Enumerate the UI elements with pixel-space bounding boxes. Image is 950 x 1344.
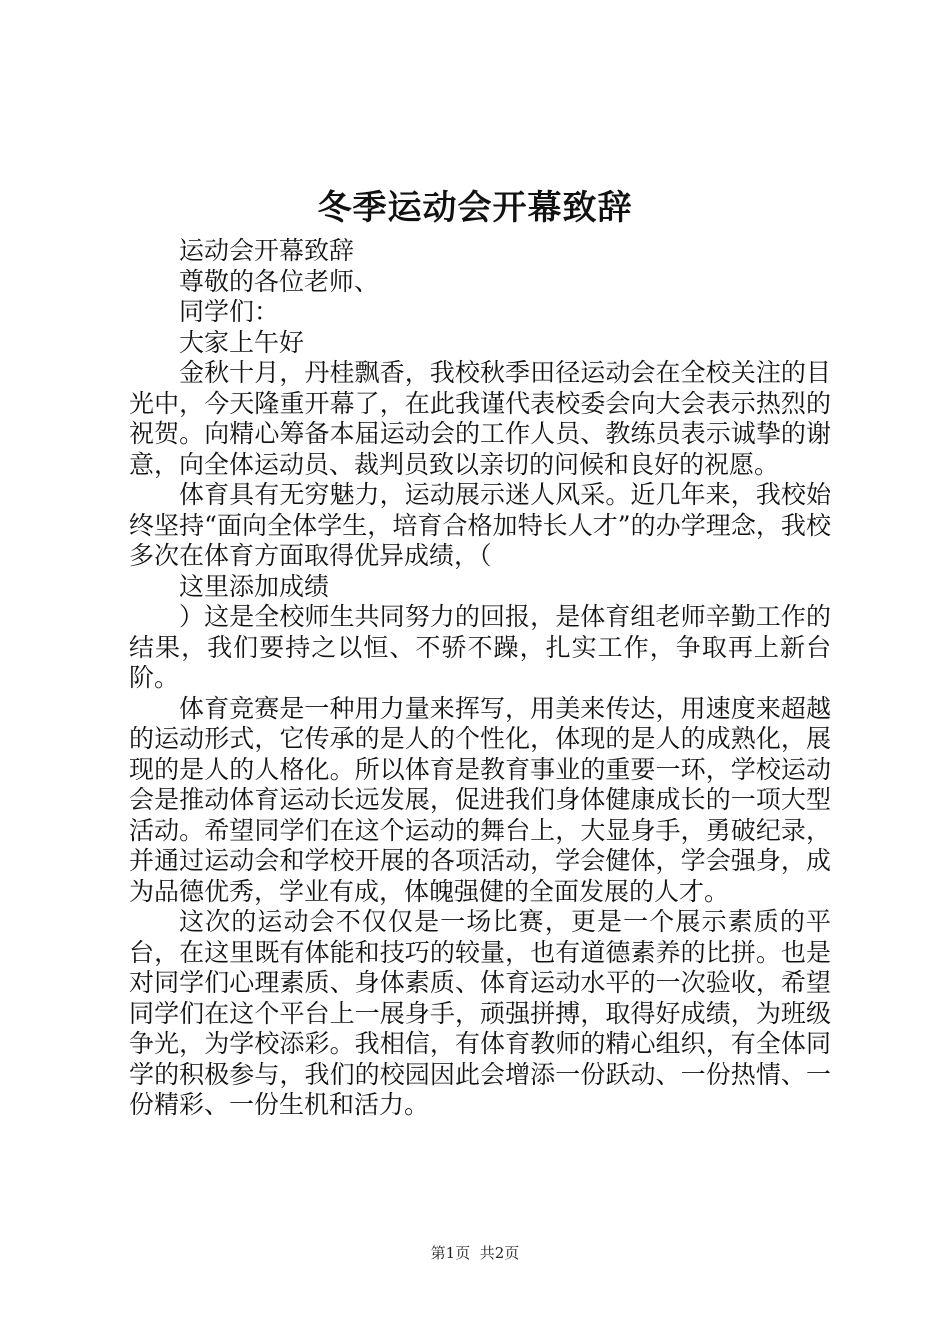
paragraph-opening: 金秋十月，丹桂飘香，我校秋季田径运动会在全校关注的目光中，今天隆重开幕了，在此我谨代表校委会向大会表示热烈的祝贺。向精心筹备本届运动会的工作人员、教练员表示诚挚的谢意，向全体运动员、裁判员致以亲切的问候和良好的祝愿。 [129,358,831,479]
page-number: 第1页 [430,1244,471,1262]
paragraph-sports-value: 体育竞赛是一种用力量来挥写，用美来传达，用速度来超越的运动形式，它传承的是人的个性化，体现的是人的成熟化，展现的是人的人格化。所以体育是教育事业的重要一环，学校运动会是推动体育运动长远发展，促进我们身体健康成长的一项大型活动。希望同学们在这个运动的舞台上，大显身手，勇破纪录，并通过运动会和学校开展的各项活动，学会健体，学会强身，成为品德优秀，学业有成，体魄强健的全面发展的人才。 [129,693,831,906]
paragraph-salutation: 尊敬的各位老师、 [179,266,380,296]
paragraph-achievements: 体育具有无穷魅力，运动展示迷人风采。近几年来，我校始终坚持“面向全体学生，培育合格加特长人才”的办学理念，我校多次在体育方面取得优异成绩，（ [129,480,831,570]
paragraph-salutation-students: 同学们： [179,297,280,326]
paragraph-acknowledgement: ）这是全校师生共同努力的回报，是体育组老师辛勤工作的结果，我们要持之以恒、不骄不躁，扎实工作，争取再上新台阶。 [129,602,831,692]
paragraph-greeting: 大家上午好 [179,327,305,357]
paragraph-heading: 运动会开幕致辞 [179,236,355,265]
page-total: 共2页 [479,1244,520,1262]
document-body [129,236,831,1121]
page-footer [0,1243,950,1263]
paragraph-closing: 这次的运动会不仅仅是一场比赛，更是一个展示素质的平台，在这里既有体能和技巧的较量，也有道德素养的比拼。也是对同学们心理素质、身体素质、体育运动水平的一次验收，希望同学们在这个平台上一展身手，顽强拼搏，取得好成绩，为班级争光，为学校添彩。我相信，有体育教师的精心组织，有全体同学的积极参与，我们的校园因此会增添一份跃动、一份热情、一份精彩、一份生机和活力。 [129,907,831,1119]
paragraph-placeholder: 这里添加成绩 [179,571,330,601]
document-title: 冬季运动会开幕致辞 [317,188,633,228]
